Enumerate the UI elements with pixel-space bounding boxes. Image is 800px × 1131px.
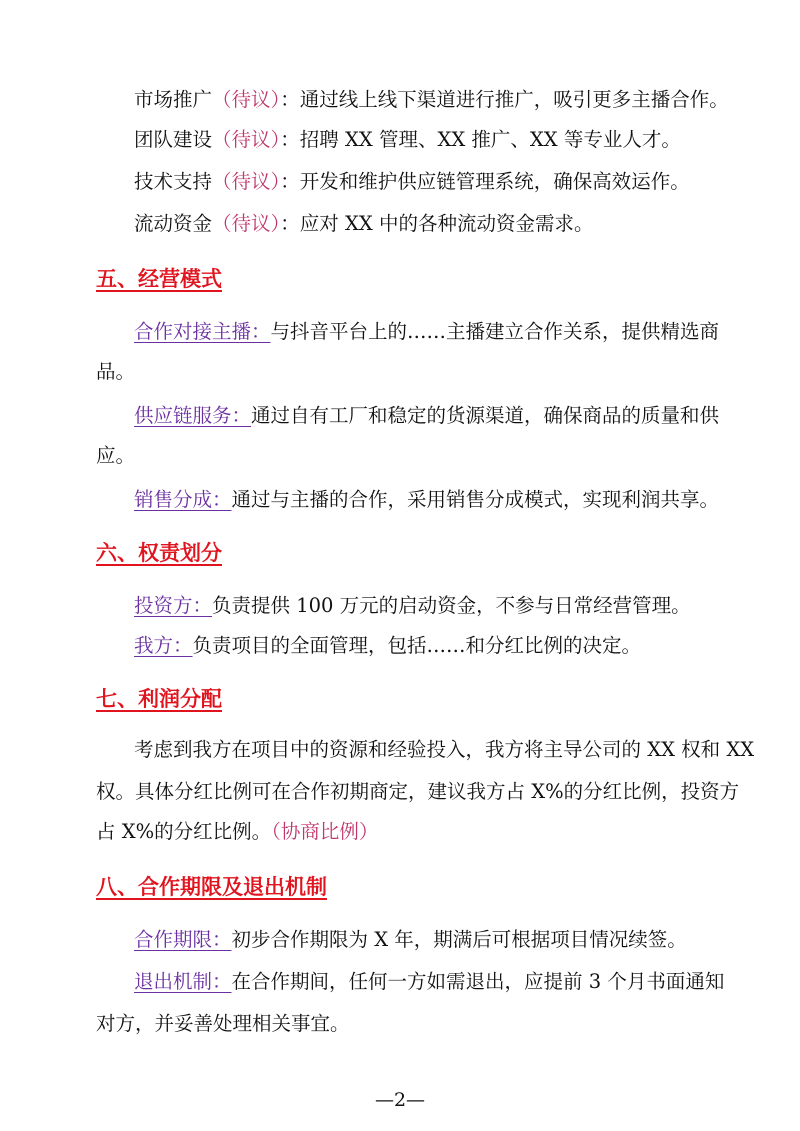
section-heading-business-model: 五、经营模式 xyxy=(96,267,222,291)
pending-tag: （待议） xyxy=(212,88,281,111)
item-market-promotion xyxy=(134,86,754,114)
item-text: 与抖音平台上的……主播建立合作关系，提供精选商 xyxy=(270,320,720,343)
pending-tag: （待议） xyxy=(212,128,281,151)
item-term: 合作期限： xyxy=(134,928,232,951)
item-text: ：应对 XX 中的各种流动资金需求。 xyxy=(280,212,594,235)
paragraph-line: 权。具体分红比例可在合作初期商定，建议我方占 X%的分红比例，投资方 xyxy=(96,780,740,803)
item-sales-share xyxy=(134,486,754,514)
item-label: 技术支持 xyxy=(134,170,213,193)
item-term: 供应链服务： xyxy=(134,404,252,427)
item-anchor-cooperation xyxy=(134,318,754,346)
page-number: —2— xyxy=(374,1089,426,1111)
paragraph-line-last xyxy=(96,818,716,846)
item-continuation: 应。 xyxy=(96,444,136,467)
section-heading-profit-distribution: 七、利润分配 xyxy=(96,687,222,711)
item-term: 退出机制： xyxy=(134,970,232,993)
item-text: 通过自有工厂和稳定的货源渠道，确保商品的质量和供 xyxy=(251,404,720,427)
negotiate-tag: （协商比例） xyxy=(271,820,379,843)
item-supply-chain xyxy=(134,402,754,430)
item-text: ：开发和维护供应链管理系统，确保高效运作。 xyxy=(280,170,690,193)
item-investor xyxy=(134,592,754,620)
item-term: 我方： xyxy=(134,634,193,657)
section-heading-responsibilities: 六、权责划分 xyxy=(96,541,222,565)
item-exit-mechanism xyxy=(134,968,754,996)
item-working-capital xyxy=(134,210,754,238)
item-text: 负责提供 100 万元的启动资金，不参与日常经营管理。 xyxy=(212,594,691,617)
item-term: 合作对接主播： xyxy=(134,320,271,343)
item-text: 负责项目的全面管理，包括……和分红比例的决定。 xyxy=(192,634,642,657)
section-heading-term-exit: 八、合作期限及退出机制 xyxy=(96,875,327,899)
item-text: ：招聘 XX 管理、XX 推广、XX 等专业人才。 xyxy=(280,128,681,151)
item-text: ：通过线上线下渠道进行推广，吸引更多主播合作。 xyxy=(280,88,729,111)
pending-tag: （待议） xyxy=(212,170,281,193)
paragraph-line: 考虑到我方在项目中的资源和经验投入，我方将主导公司的 XX 权和 XX xyxy=(134,738,755,761)
paragraph-text: 占 X%的分红比例。 xyxy=(96,820,272,843)
item-our-side xyxy=(134,632,754,660)
item-text: 在合作期间，任何一方如需退出，应提前 3 个月书面通知 xyxy=(231,970,725,993)
item-cooperation-term xyxy=(134,926,754,954)
item-continuation: 对方，并妥善处理相关事宜。 xyxy=(96,1012,350,1035)
item-tech-support xyxy=(134,168,754,196)
item-label: 流动资金 xyxy=(134,212,213,235)
item-label: 市场推广 xyxy=(134,88,213,111)
item-team-building xyxy=(134,126,754,154)
pending-tag: （待议） xyxy=(212,212,281,235)
item-term: 销售分成： xyxy=(134,488,232,511)
item-continuation: 品。 xyxy=(96,360,136,383)
item-text: 初步合作期限为 X 年，期满后可根据项目情况续签。 xyxy=(231,928,687,951)
item-text: 通过与主播的合作，采用销售分成模式，实现利润共享。 xyxy=(231,488,720,511)
item-label: 团队建设 xyxy=(134,128,213,151)
item-term: 投资方： xyxy=(134,594,213,617)
